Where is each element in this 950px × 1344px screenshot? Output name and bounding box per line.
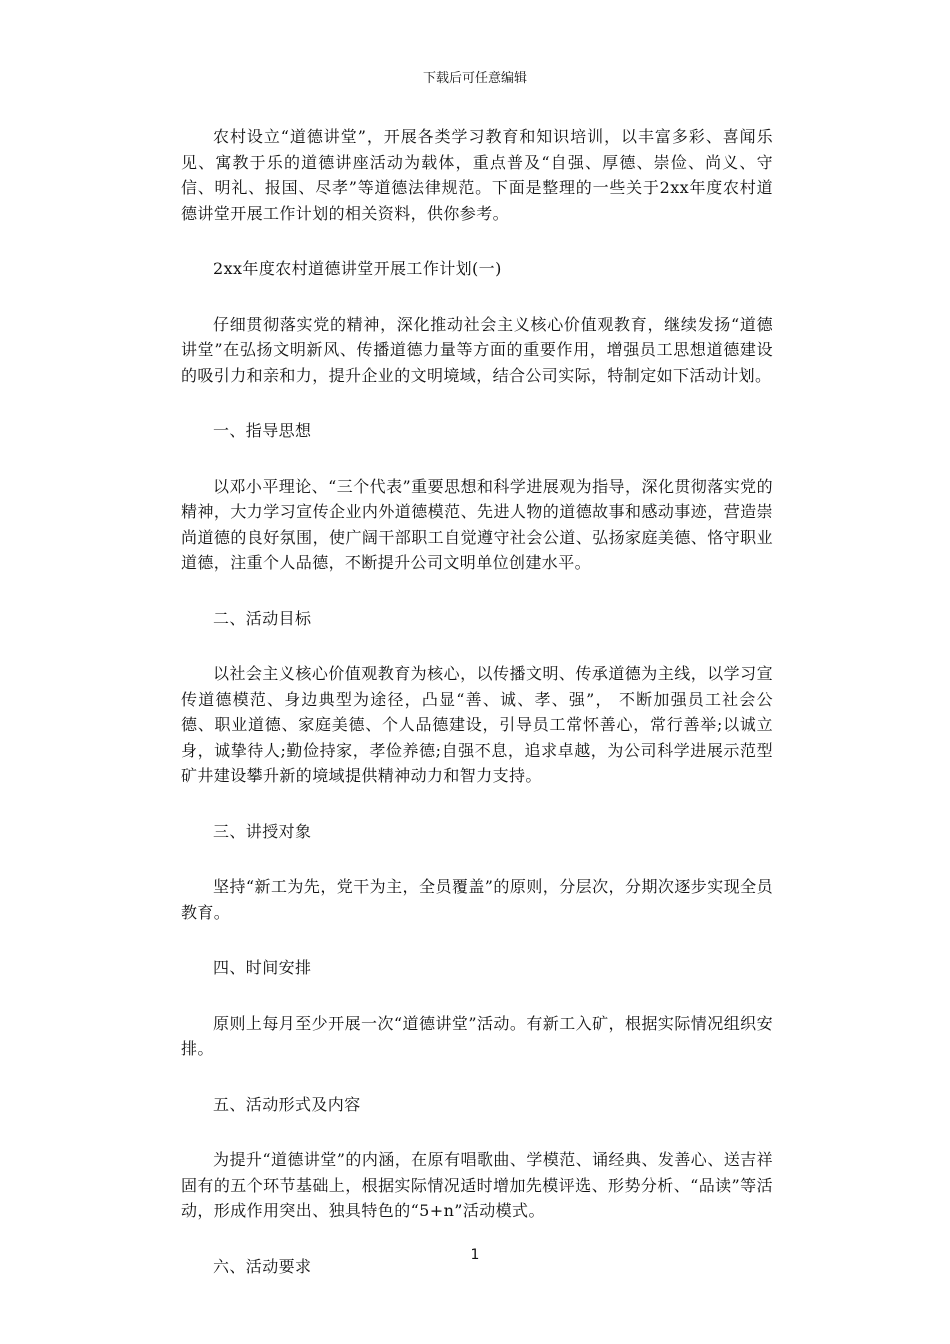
section-heading-format: 五、活动形式及内容 [213, 1094, 361, 1114]
section-heading-schedule: 四、时间安排 [213, 958, 312, 977]
section-heading-activity-goals: 二、活动目标 [213, 608, 312, 628]
intro-paragraph: 农村设立“道德讲堂”，开展各类学习教育和知识培训，以丰富多彩、喜闻乐见、寓教于乐的道德讲座活动为载体，重点普及“自强、厚德、崇俭、尚义、守信、明礼、报国、尽孝”等道德法律规范。下面是整理的一些关于2xx年度农村道德讲堂开展工作计划的相关资料，供你参考。 [181, 127, 773, 223]
activity-goals-paragraph: 以社会主义核心价值观教育为核心，以传播文明、传承道德为主线，以学习宣传道德模范、身边典型为途径，凸显“善、诚、孝、强”， 不断加强员工社会公德、职业道德、家庭美德、个人品德建设，引导员工常怀善心，常行善举;以诚立身，诚挚待人;勤俭持家，孝俭养德;自强不息，追求卓越，为公司科学进展示范型矿井建设攀升新的境域提供精神动力和智力支持。 [181, 664, 773, 785]
page-number: 1 [470, 1247, 480, 1263]
schedule-paragraph: 原则上每月至少开展一次“道德讲堂”活动。有新工入矿，根据实际情况组织安排。 [181, 1013, 773, 1058]
section-heading-audience: 三、讲授对象 [213, 821, 312, 841]
document-body [181, 124, 773, 1309]
section-heading-requirements: 六、活动要求 [213, 1256, 312, 1276]
guiding-thought-paragraph: 以邓小平理论、“三个代表”重要思想和科学进展观为指导，深化贯彻落实党的精神，大力学习宣传企业内外道德模范、先进人物的道德故事和感动事迹，营造崇尚道德的良好氛围，使广阔干部职工自觉遵守社会公道、弘扬家庭美德、恪守职业道德，注重个人品德，不断提升公司文明单位创建水平。 [181, 476, 773, 572]
page-header: 下载后可任意编辑 [422, 71, 527, 86]
format-paragraph: 为提升“道德讲堂”的内涵，在原有唱歌曲、学模范、诵经典、发善心、送吉祥固有的五个环节基础上，根据实际情况适时增加先模评选、形势分析、“品读”等活动，形成作用突出、独具特色的“5+n”活动模式。 [181, 1150, 773, 1220]
plan-title: 2xx年度农村道德讲堂开展工作计划(一) [213, 259, 502, 278]
section-heading-guiding-thought: 一、指导思想 [213, 421, 312, 440]
preamble-paragraph: 仔细贯彻落实党的精神，深化推动社会主义核心价值观教育，继续发扬“道德讲堂”在弘扬文明新风、传播道德力量等方面的重要作用，增强员工思想道德建设的吸引力和亲和力，提升企业的文明境域，结合公司实际，特制定如下活动计划。 [181, 314, 773, 385]
audience-paragraph: 坚持“新工为先，党干为主，全员覆盖”的原则，分层次，分期次逐步实现全员教育。 [181, 877, 773, 922]
